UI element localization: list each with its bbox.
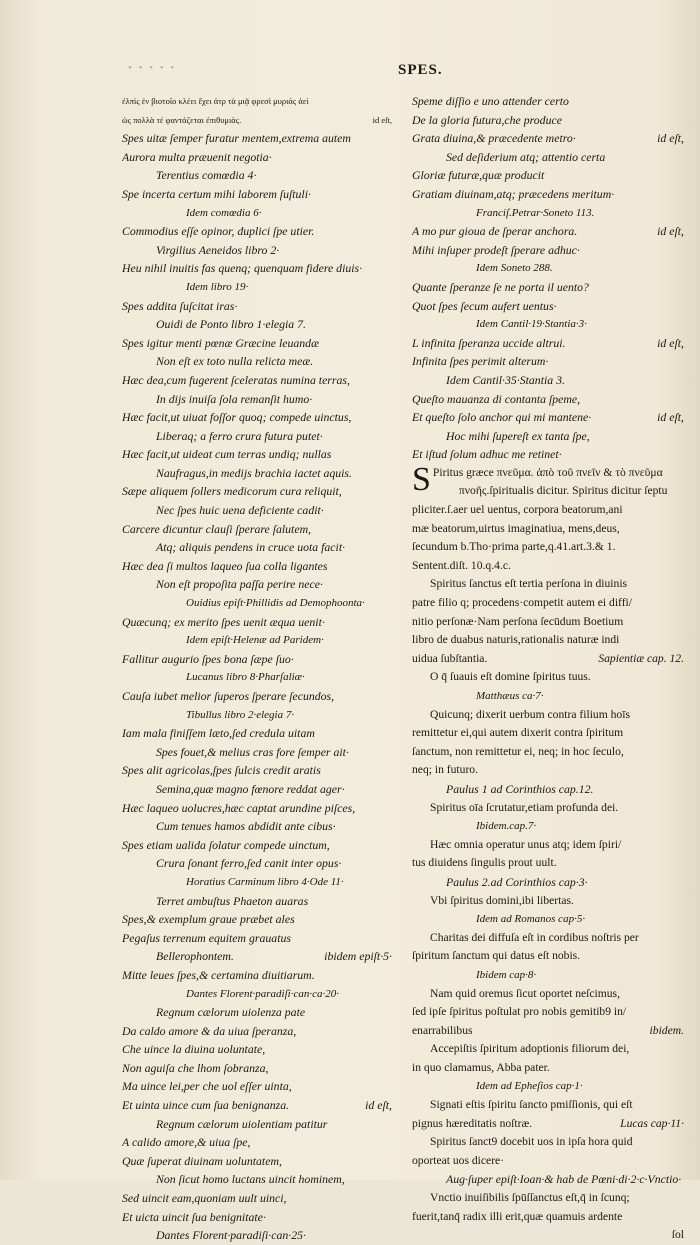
line-text: Spes alit agricolas,ſpes ſulcis credit aratis <box>122 763 321 778</box>
line-text: ſol <box>671 1228 684 1242</box>
citation-line <box>412 427 684 446</box>
prose-line <box>412 575 684 594</box>
line-text: Gratiam diuinam,atq; præcedens meritum· <box>412 186 615 201</box>
line-text: Hæc laqueo uolucres,hæc captat arundine piſces, <box>122 800 356 815</box>
line-text: Carcere dicuntur clauſi ſperare ſalutem, <box>122 521 312 536</box>
line-text: Accepiſtis ſpiritum adoptionis filiorum dei, <box>430 1042 630 1056</box>
line-text: Spe incerta certum mihi laborem ſuſtuli· <box>122 186 311 201</box>
verse-line <box>412 222 684 241</box>
prose-line <box>412 1208 684 1227</box>
line-text: Et iſtud ſolum adhuc me retinet· <box>412 447 562 462</box>
drop-initial: S <box>412 460 431 498</box>
line-text: mæ beatorum,uirtus imaginatiua, mens,deus, <box>412 521 620 535</box>
prose-line <box>412 668 684 687</box>
prose-line <box>412 947 684 966</box>
line-text: Nec ſpes huic uena deficiente cadit· <box>156 503 324 518</box>
verse-line <box>122 334 392 353</box>
prose-line <box>412 1040 684 1059</box>
citation-line <box>122 575 392 594</box>
line-text: De la gloria futura,che produce <box>412 112 562 127</box>
line-text: Regnum cælorum uiolentiam patitur <box>156 1116 328 1131</box>
citation-line <box>122 1115 392 1134</box>
line-text: Spes etiam ualida ſolatur compede uinctum, <box>122 837 330 852</box>
line-text: Ma uince lei,per che uol eſſer uinta, <box>122 1079 292 1094</box>
verse-line <box>412 352 684 371</box>
verse-line <box>412 111 684 130</box>
verse-line <box>122 92 392 111</box>
line-text: Horatius Carminum libro 4·Ode 11· <box>186 875 344 888</box>
citation-line <box>122 594 392 613</box>
line-text: in quo clamamus, Abba pater. <box>412 1060 550 1074</box>
line-text: Ibidem.cap.7· <box>476 820 537 833</box>
line-reference: ibidem. <box>649 1023 684 1037</box>
line-text: Quante ſperanze ſe ne porta il uento? <box>412 279 589 294</box>
line-text: Spiritus ſanctus eſt tertia perſona in diuinis <box>430 577 628 591</box>
citation-line <box>122 743 392 762</box>
line-text: ſed ipſe ſpiritus poſtulat pro nobis gemitib9 in/ <box>412 1005 627 1019</box>
faint-page-number: • • • • • <box>128 62 177 74</box>
line-text: Dantes Florent·paradiſi·can·ca·20· <box>186 987 339 1000</box>
line-text: Sed uincit eam,quoniam uult uinci, <box>122 1191 287 1206</box>
verse-line <box>412 166 684 185</box>
line-text: Atq; aliquis pendens in cruce uota facit· <box>156 540 346 555</box>
line-reference: id eſt, <box>657 131 684 146</box>
verse-line <box>122 482 392 501</box>
line-text: Heu nihil inuitis fas quenq; quenquam fidere diuis· <box>122 261 363 276</box>
line-text: uidua ſubſtantia. <box>412 651 488 665</box>
line-text: Spiritus oīa ſcrutatur,etiam profunda dei. <box>430 800 619 814</box>
line-text: Nam quid oremus ſicut oportet neſcimus, <box>430 986 620 1000</box>
line-text: Virgilius Aeneidos libro 2· <box>156 242 280 257</box>
prose-line <box>412 985 684 1004</box>
verse-line <box>122 520 392 539</box>
line-text: Queſto mauanza di contanta ſpeme, <box>412 391 581 406</box>
prose-line <box>412 538 684 557</box>
line-text: Liberaq; a ferro crura futura putet· <box>156 428 323 443</box>
line-text: ſanctum, non remittetur ei, neq; in hoc ſeculo, <box>412 744 624 758</box>
citation-line <box>122 1226 392 1245</box>
prose-line <box>412 1115 684 1134</box>
line-text: ἐλπὶς ἐν βιοτοῖο κλέει ἔχει ἀτρ τὰ μιᾷ φρεσὶ μυριάς ἀεὶ <box>122 96 309 106</box>
citation-line <box>122 278 392 297</box>
line-text: tus diuidens ſingulis prout uult. <box>412 856 557 870</box>
line-text: Crura ſonant ferro,ſed canit inter opus· <box>156 856 342 871</box>
line-text: A mo pur gioua de ſperar anchora. <box>412 224 578 239</box>
line-text: Iam mala finiſſem læto,ſed credula uitam <box>122 726 315 741</box>
line-text: Aurora multa præuenit negotia· <box>122 149 272 164</box>
line-text: Cauſa iubet melior ſuperos ſperare ſecundos, <box>122 689 335 703</box>
line-text: Non ſicut homo luctans uincit hominem, <box>156 1172 345 1187</box>
line-text: Piritus græce πνεῦμα. ἀπὸ τοῦ πνεῖν & τὸ πνεῦμα <box>432 465 663 479</box>
line-text: Idem Cantil·35·Stantia 3. <box>446 372 565 387</box>
verse-line <box>412 92 684 111</box>
line-text: Speme diſſio e uno attender certo <box>412 94 569 108</box>
line-text: Infinita ſpes perimit alterum· <box>412 354 549 369</box>
line-text: Spes fouet,& melius cras fore ſemper ait· <box>156 744 349 759</box>
prose-line <box>412 854 684 873</box>
line-text: Idem Cantil·19·Stantia·3· <box>476 318 587 331</box>
verse-line <box>412 390 684 409</box>
line-text: Et queſto ſolo anchor qui mi mantene· <box>412 410 592 425</box>
line-text: Idem epiſt·Helenæ ad Paridem· <box>186 634 324 647</box>
line-text: L infinita ſperanza uccide altrui. <box>412 335 566 350</box>
prose-line <box>412 557 684 576</box>
line-text: Non eſt ex toto nulla relicta meæ. <box>156 354 314 369</box>
verse-line <box>122 129 392 148</box>
line-text: Ouidi de Ponto libro 1·elegia 7. <box>156 317 306 332</box>
citation-line <box>122 352 392 371</box>
line-reference: Sapientiæ cap. 12. <box>598 651 684 665</box>
left-column <box>122 92 392 1245</box>
verse-line <box>412 334 684 353</box>
line-text: Tibullus libro 2·elegia 7· <box>186 708 295 721</box>
line-text: Quot ſpes ſecum aufert uentus· <box>412 298 557 313</box>
verse-line <box>122 297 392 316</box>
verse-line <box>412 445 684 464</box>
verse-line <box>122 1059 392 1078</box>
verse-line <box>122 929 392 948</box>
citation-line <box>122 854 392 873</box>
line-text: Lucanus libro 8·Pharſaliæ· <box>186 671 305 684</box>
line-text: Dantes Florent·paradiſi·can·25· <box>156 1228 306 1243</box>
line-text: Idem Soneto 288. <box>476 262 553 275</box>
verse-line <box>122 966 392 985</box>
citation-line <box>122 631 392 650</box>
line-text: ὡς πολλὰ τέ φαντάζεται ἐπιθυμιὰς. <box>122 114 242 125</box>
verse-line <box>122 408 392 427</box>
line-text: Regnum cælorum uiolenza pate <box>156 1005 306 1020</box>
line-reference: id eſt, <box>657 224 684 239</box>
line-text: Semina,quæ magno fœnore reddat ager· <box>156 781 345 796</box>
prose-line <box>412 743 684 762</box>
verse-line <box>122 1189 392 1208</box>
prose-line <box>412 613 684 632</box>
verse-line <box>412 241 684 260</box>
line-text: Vnctio inuiſibilis ſpūſſanctus eſt,q̄ in ſcunq; <box>430 1191 630 1205</box>
citation-line <box>122 817 392 836</box>
verse-line <box>122 445 392 464</box>
line-text: In dijs inuiſa ſola remanſit humo· <box>156 391 313 406</box>
prose-line <box>412 1022 684 1041</box>
line-text: fuerit,tanq̄ radix illi erit,quæ quamuis ardente <box>412 1209 623 1223</box>
line-text: Da caldo amore & da uiua ſperanza, <box>122 1023 297 1038</box>
line-text: Quicunq; dixerit uerbum contra filium hoīs <box>430 707 630 721</box>
citation-line <box>412 371 684 390</box>
verse-line <box>122 1152 392 1171</box>
prose-line <box>412 520 684 539</box>
line-text: Hoc mihi ſupereſt ex tanta ſpe, <box>446 428 590 443</box>
prose-line <box>412 594 684 613</box>
citation-line <box>412 780 684 799</box>
line-text: Hæc dea,cum fugerent ſceleratas numina terras, <box>122 372 350 387</box>
verse-line <box>122 687 392 706</box>
citation-line <box>122 464 392 483</box>
verse-line <box>412 185 684 204</box>
verse-line <box>122 613 392 632</box>
line-text: Naufragus,in medijs brachia iactet aquis. <box>156 465 352 480</box>
line-text: Spes uitæ ſemper furatur mentem,extrema autem <box>122 131 351 146</box>
verse-line <box>122 259 392 278</box>
line-text: libro de duabus naturis,rationalis naturæ indi <box>412 633 620 647</box>
prose-line <box>412 1096 684 1115</box>
line-text: Ibidem cap·8· <box>476 968 537 981</box>
citation-line <box>412 1077 684 1096</box>
verse-line <box>122 1208 392 1227</box>
line-text: patre filio q; procedens·competit autem ei diffi/ <box>412 596 632 610</box>
verse-line <box>122 799 392 818</box>
line-text: Ouidius epiſt·Phillidis ad Demophoonta· <box>186 597 365 610</box>
verse-line <box>122 371 392 390</box>
right-column <box>412 92 684 1245</box>
line-text: neq; in futuro. <box>412 763 479 777</box>
line-text: Hæc dea ſi multos laqueo ſua colla ligantes <box>122 558 328 573</box>
verse-line <box>122 1040 392 1059</box>
line-text: Sed deſiderium atq; attentio certa <box>446 149 606 164</box>
verse-line <box>122 557 392 576</box>
citation-line <box>122 501 392 520</box>
citation-line <box>122 427 392 446</box>
prose-line <box>412 706 684 725</box>
line-text: Terret ambuſtus Phaeton auaras <box>156 893 309 908</box>
line-text: pignus hæreditatis noſtræ. <box>412 1116 533 1130</box>
verse-line <box>122 650 392 669</box>
verse-line <box>412 129 684 148</box>
line-text: Vbi ſpiritus domini,ibi libertas. <box>430 893 574 907</box>
citation-line <box>122 166 392 185</box>
citation-line <box>412 966 684 985</box>
verse-line <box>122 1022 392 1041</box>
prose-line <box>412 1003 684 1022</box>
prose-line <box>412 761 684 780</box>
line-text: Hæc facit,ut uideat cum terras undiq; nullas <box>122 447 332 462</box>
citation-line <box>412 148 684 167</box>
citation-line <box>412 817 684 836</box>
verse-line <box>122 724 392 743</box>
running-head: SPES. <box>398 62 443 78</box>
citation-line <box>122 780 392 799</box>
citation-line <box>122 241 392 260</box>
line-text: remittetur ei,qui autem dixerit contra ſpiritum <box>412 726 624 740</box>
line-text: Matthæus ca·7· <box>476 690 544 702</box>
verse-line <box>122 185 392 204</box>
line-text: Idem ad Epheſios cap·1· <box>476 1080 583 1093</box>
line-text: Quæ ſuperat diuinam uoluntatem, <box>122 1153 282 1168</box>
verse-line <box>122 222 392 241</box>
line-text: Cum tenues hamos abdidit ante cibus· <box>156 819 336 834</box>
prose-line <box>412 1189 684 1208</box>
citation-line <box>122 390 392 409</box>
prose-line <box>412 631 684 650</box>
line-text: Paulus 2.ad Corinthios cap·3· <box>446 874 588 889</box>
line-text: πνοῆς.ſpiritualis dicitur. Spiritus dicitur ſeptu <box>458 484 668 498</box>
verse-line <box>122 836 392 855</box>
line-text: oporteat uos dicere· <box>412 1153 505 1167</box>
verse-line <box>122 148 392 167</box>
prose-line <box>412 799 684 818</box>
line-text: nitio perſonæ·Nam perſona ſecūdum Boetium <box>412 614 624 628</box>
line-text: Non aguiſa che lhom ſobranza, <box>122 1060 269 1075</box>
line-text: Sæpe aliquem ſollers medicorum cura reliquit, <box>122 484 342 499</box>
citation-line <box>412 687 684 706</box>
line-text: Charitas dei diffuſa eſt in cordibus noſtris per <box>430 930 639 944</box>
line-text: pliciter.ſ.aer uel uentus, corpora beatorum,ani <box>412 503 623 517</box>
verse-line <box>412 297 684 316</box>
citation-line <box>122 892 392 911</box>
citation-line <box>412 910 684 929</box>
citation-line <box>122 873 392 892</box>
line-text: enarrabilibus <box>412 1023 473 1037</box>
prose-line <box>412 724 684 743</box>
line-text: A calido amore,& uiua ſpe, <box>122 1135 251 1150</box>
citation-line <box>412 873 684 892</box>
line-reference: ibidem epiſt·5· <box>324 949 392 964</box>
line-reference: id eſt, <box>365 1098 392 1113</box>
prose-line <box>412 836 684 855</box>
citation-line <box>122 985 392 1004</box>
line-text: Spes,& exemplum graue præbet ales <box>122 912 295 927</box>
line-text: Et uinta uince cum ſua benignanza. <box>122 1098 290 1113</box>
citation-line <box>122 947 392 966</box>
prose-line <box>412 1133 684 1152</box>
prose-line <box>412 892 684 911</box>
line-reference: Lucas cap·11· <box>620 1116 684 1130</box>
prose-line <box>412 501 684 520</box>
line-text: Sentent.diſt. 10.q.4.c. <box>412 558 511 572</box>
line-text: Grata diuina,& præcedente metro· <box>412 131 576 146</box>
verse-line <box>122 1077 392 1096</box>
line-reference: id eſt, <box>372 114 392 125</box>
verse-line <box>122 1133 392 1152</box>
line-text: Idem comœdia 6· <box>186 206 262 219</box>
line-text: Paulus 1 ad Corinthios cap.12. <box>446 781 594 796</box>
line-text: Bellerophontem. <box>156 949 234 964</box>
citation-line <box>122 668 392 687</box>
line-reference: id eſt, <box>657 335 684 350</box>
line-text: Quæcunq; ex merito ſpes uenit æqua uenit· <box>122 614 325 629</box>
line-text: Terentius comœdia 4· <box>156 168 257 183</box>
line-text: Aug·ſuper epiſt·Ioan·& hab de Pœni·di·2·c·Vnctio· <box>446 1172 682 1187</box>
line-text: Signati eſtis ſpiritu ſancto pmiſſionis, qui eſt <box>430 1098 633 1112</box>
prose-line <box>412 1059 684 1078</box>
verse-line <box>412 408 684 427</box>
line-text: Mihi inſuper prodeſt ſperare adhuc· <box>412 242 580 257</box>
line-text: O q̄ ſuauis eſt domine ſpiritus tuus. <box>430 670 591 684</box>
line-text: Spiritus ſanct9 docebit uos in ipſa hora quid <box>430 1135 633 1149</box>
citation-line <box>122 706 392 725</box>
prose-line <box>412 650 684 669</box>
verse-line <box>122 1096 392 1115</box>
line-text: Hæc omnia operatur unus atq; idem ſpiri/ <box>430 837 622 851</box>
line-text: Commodius eſſe opinor, duplici ſpe utier. <box>122 224 315 239</box>
prose-line <box>412 1226 684 1245</box>
line-text: Gloriæ futuræ,quæ producit <box>412 168 545 183</box>
line-text: ſecundum b.Tho·prima parte,q.41.art.3.& 1. <box>412 540 616 554</box>
line-text: Che uince la diuina uoluntate, <box>122 1042 266 1057</box>
line-text: Et uicta uincit ſua benignitate· <box>122 1209 266 1224</box>
citation-line <box>412 204 684 223</box>
verse-line <box>122 761 392 780</box>
line-text: Mitte leues ſpes,& certamina diuitiarum. <box>122 967 315 982</box>
citation-line <box>412 315 684 334</box>
verse-line <box>122 111 392 130</box>
line-text: Spes addita ſuſcitat iras· <box>122 298 238 313</box>
line-text: ſpiritum ſanctum qui datus eſt nobis. <box>412 949 581 963</box>
line-text: Non eſt propoſita paſſa perire nece· <box>156 577 323 592</box>
verse-line <box>412 278 684 297</box>
citation-line <box>122 204 392 223</box>
line-text: Idem ad Romanos cap·5· <box>476 913 586 926</box>
line-text: Fallitur augurio ſpes bona ſæpe ſuo· <box>122 651 294 666</box>
line-text: Pegaſus terrenum equitem grauatus <box>122 930 291 945</box>
line-text: Franciſ.Petrar·Soneto 113. <box>476 206 595 219</box>
citation-line <box>122 315 392 334</box>
prose-line <box>412 929 684 948</box>
citation-line <box>122 1003 392 1022</box>
citation-line <box>122 538 392 557</box>
line-text: Hæc facit,ut uiuat foſſor quoq; compede uinctus, <box>122 410 352 425</box>
line-reference: id eſt, <box>657 410 684 425</box>
prose-line <box>433 482 684 501</box>
prose-line <box>412 1152 684 1171</box>
line-text: Spes igitur menti pœnæ Græcine leuandæ <box>122 335 319 350</box>
verse-line <box>122 910 392 929</box>
line-text: Idem libro 19· <box>186 280 249 293</box>
citation-line <box>412 259 684 278</box>
